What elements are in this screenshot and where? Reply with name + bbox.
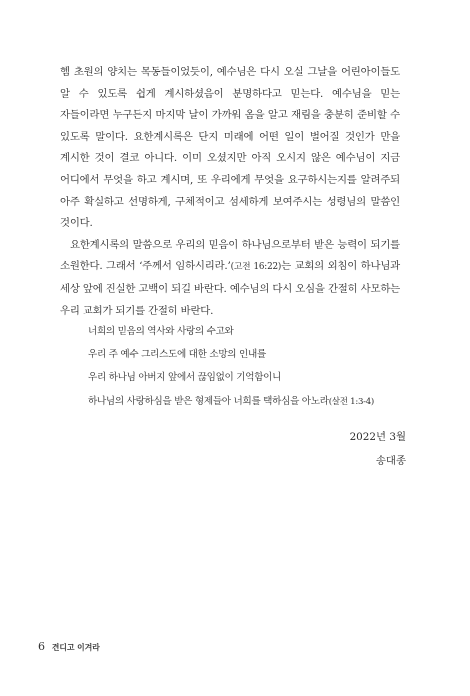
paragraph-2-text-a: 요한계시록의 말씀으로 우리의 믿음이 하나님으로부터 받은 능력이 되기를 소원한다. 그래서 ‘주께서 임하시리라.’ xyxy=(60,238,400,273)
paragraph-2-text-b: 는 교회의 외침이 하나님과 세상 앞에 진실한 고백이 되길 바란다. 예수님의 다시 오심을 간절히 사모하는 우리 교회가 되기를 간절히 바란다. xyxy=(60,260,400,317)
scripture-reference: (고전 16:22) xyxy=(230,262,282,273)
quote-line-4-text: 하나님의 사랑하심을 받은 형제들아 너희를 택하심을 아노라 xyxy=(88,395,329,407)
quote-line-4 xyxy=(88,390,408,414)
page-number: 6 xyxy=(38,640,45,653)
quote-reference: (살전 1:3-4) xyxy=(328,396,374,407)
paragraph-1: 헴 초원의 양치는 목동들이었듯이, 예수님은 다시 오실 그날을 어린아이들도 알 수 있도록 쉽게 계시하셨음이 분명하다고 믿는다. 예수님을 믿는 자들이라면 누구든지 마지막 날이 가까워 옴을 알고 재림을 충분히 준비할 수 있도록 말이다. 요한계시록은 단지 미래에 어떤 일이 벌어질 것인가 만을 계시한 것이 결코 아니다. 이미 오셨지만 아직 오시지 않은 예수님이 지금 어디에서 무엇을 하고 계시며, 또 우리에게 무엇을 요구하시는지를 알려주되 아주 확실하고 선명하게, 구체적이고 섬세하게 보여주시는 성령님의 말씀인 것이다. xyxy=(60,66,400,230)
signature-author: 송대종 xyxy=(375,455,406,467)
paragraph-2 xyxy=(60,235,400,322)
running-title: 견디고 이겨라 xyxy=(51,643,100,652)
main-text xyxy=(60,62,400,322)
scripture-quote xyxy=(88,320,408,414)
quote-line-2: 우리 주 예수 그리스도에 대한 소망의 인내를 xyxy=(88,349,266,361)
quote-line-1: 너희의 믿음의 역사와 사랑의 수고와 xyxy=(88,326,234,337)
quote-line-3: 우리 하나님 아버지 앞에서 끊임없이 기억함이니 xyxy=(88,372,282,384)
signature-block xyxy=(350,425,406,473)
signature-date: 2022년 3월 xyxy=(349,431,406,443)
page-footer xyxy=(38,640,100,653)
